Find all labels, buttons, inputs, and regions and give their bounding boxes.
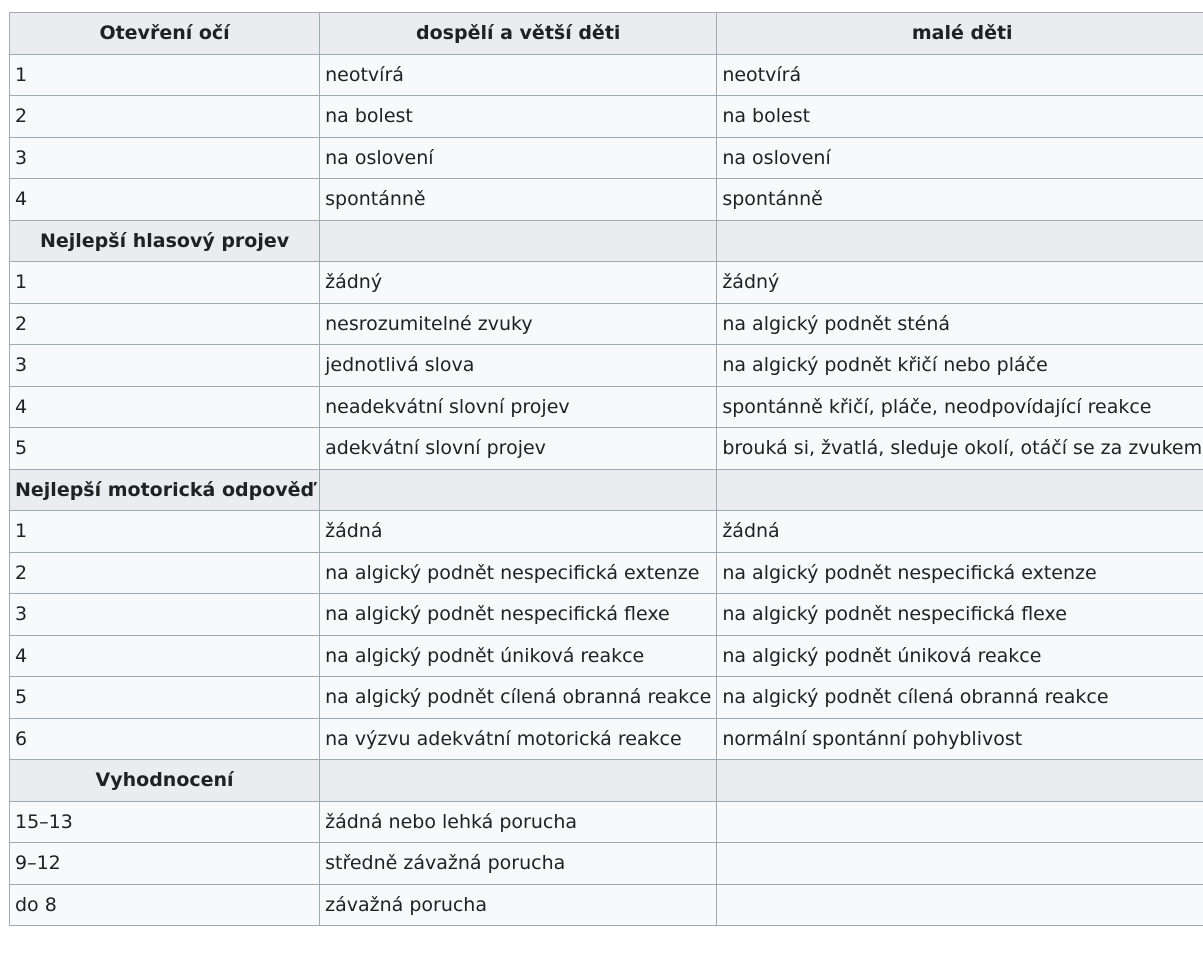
child-cell: žádný [717,262,1203,304]
table-row [10,345,1203,387]
adult-cell: na bolest [320,96,717,138]
table-body [10,54,1203,926]
score-cell: 4 [10,635,320,677]
adult-cell: na algický podnět cílená obranná reakce [320,677,717,719]
column-header-adults: dospělí a větší děti [320,13,717,55]
child-cell: normální spontánní pohyblivost [717,718,1203,760]
score-cell: 2 [10,303,320,345]
table-row [10,179,1203,221]
score-cell: 1 [10,54,320,96]
child-cell: na bolest [717,96,1203,138]
empty-cell [717,884,1203,926]
empty-header-cell [320,220,717,262]
table-row [10,884,1203,926]
table-row [10,594,1203,636]
table-row [10,511,1203,553]
table-row [10,801,1203,843]
child-cell: na algický podnět sténá [717,303,1203,345]
section-heading-evaluation: Vyhodnocení [10,760,320,802]
child-cell: na algický podnět křičí nebo pláče [717,345,1203,387]
child-cell: spontánně [717,179,1203,221]
score-cell: 5 [10,428,320,470]
table-row [10,843,1203,885]
empty-header-cell [320,760,717,802]
adult-cell: adekvátní slovní projev [320,428,717,470]
score-cell: 6 [10,718,320,760]
score-cell: 3 [10,594,320,636]
section-header-row [10,760,1203,802]
score-cell: 4 [10,386,320,428]
child-cell: neotvírá [717,54,1203,96]
section-heading-verbal: Nejlepší hlasový projev [10,220,320,262]
section-header-row [10,469,1203,511]
score-cell: 3 [10,137,320,179]
child-cell: na algický podnět nespecifická extenze [717,552,1203,594]
severity-cell: závažná porucha [320,884,717,926]
adult-cell: neotvírá [320,54,717,96]
table-row [10,137,1203,179]
adult-cell: žádný [320,262,717,304]
adult-cell: na oslovení [320,137,717,179]
severity-cell: středně závažná porucha [320,843,717,885]
table-row [10,54,1203,96]
severity-cell: žádná nebo lehká porucha [320,801,717,843]
adult-cell: jednotlivá slova [320,345,717,387]
score-cell: 1 [10,262,320,304]
score-range-cell: 9–12 [10,843,320,885]
column-header-small-children: malé děti [717,13,1203,55]
adult-cell: na výzvu adekvátní motorická reakce [320,718,717,760]
empty-header-cell [717,220,1203,262]
table-row [10,262,1203,304]
child-cell: na oslovení [717,137,1203,179]
adult-cell: na algický podnět nespecifická flexe [320,594,717,636]
child-cell: na algický podnět nespecifická flexe [717,594,1203,636]
score-cell: 2 [10,552,320,594]
section-header-row [10,220,1203,262]
child-cell: na algický podnět úniková reakce [717,635,1203,677]
child-cell: spontánně křičí, pláče, neodpovídající reakce [717,386,1203,428]
empty-cell [717,801,1203,843]
child-cell: žádná [717,511,1203,553]
adult-cell: žádná [320,511,717,553]
score-cell: 3 [10,345,320,387]
empty-header-cell [320,469,717,511]
empty-cell [717,843,1203,885]
child-cell: na algický podnět cílená obranná reakce [717,677,1203,719]
section-heading-motor: Nejlepší motorická odpověď [10,469,320,511]
empty-header-cell [717,760,1203,802]
adult-cell: na algický podnět úniková reakce [320,635,717,677]
score-range-cell: 15–13 [10,801,320,843]
adult-cell: nesrozumitelné zvuky [320,303,717,345]
column-header-eye-opening: Otevření očí [10,13,320,55]
table-row [10,96,1203,138]
table-row [10,386,1203,428]
child-cell: brouká si, žvatlá, sleduje okolí, otáčí se za zvukem [717,428,1203,470]
adult-cell: neadekvátní slovní projev [320,386,717,428]
adult-cell: spontánně [320,179,717,221]
score-cell: 1 [10,511,320,553]
table-row [10,428,1203,470]
score-range-cell: do 8 [10,884,320,926]
score-cell: 5 [10,677,320,719]
table-row [10,718,1203,760]
glasgow-coma-scale-table [9,12,1203,926]
score-cell: 2 [10,96,320,138]
table-row [10,677,1203,719]
score-cell: 4 [10,179,320,221]
adult-cell: na algický podnět nespecifická extenze [320,552,717,594]
table-row [10,552,1203,594]
empty-header-cell [717,469,1203,511]
header-row [10,13,1203,55]
table-row [10,635,1203,677]
table-row [10,303,1203,345]
table-container [9,12,1203,926]
